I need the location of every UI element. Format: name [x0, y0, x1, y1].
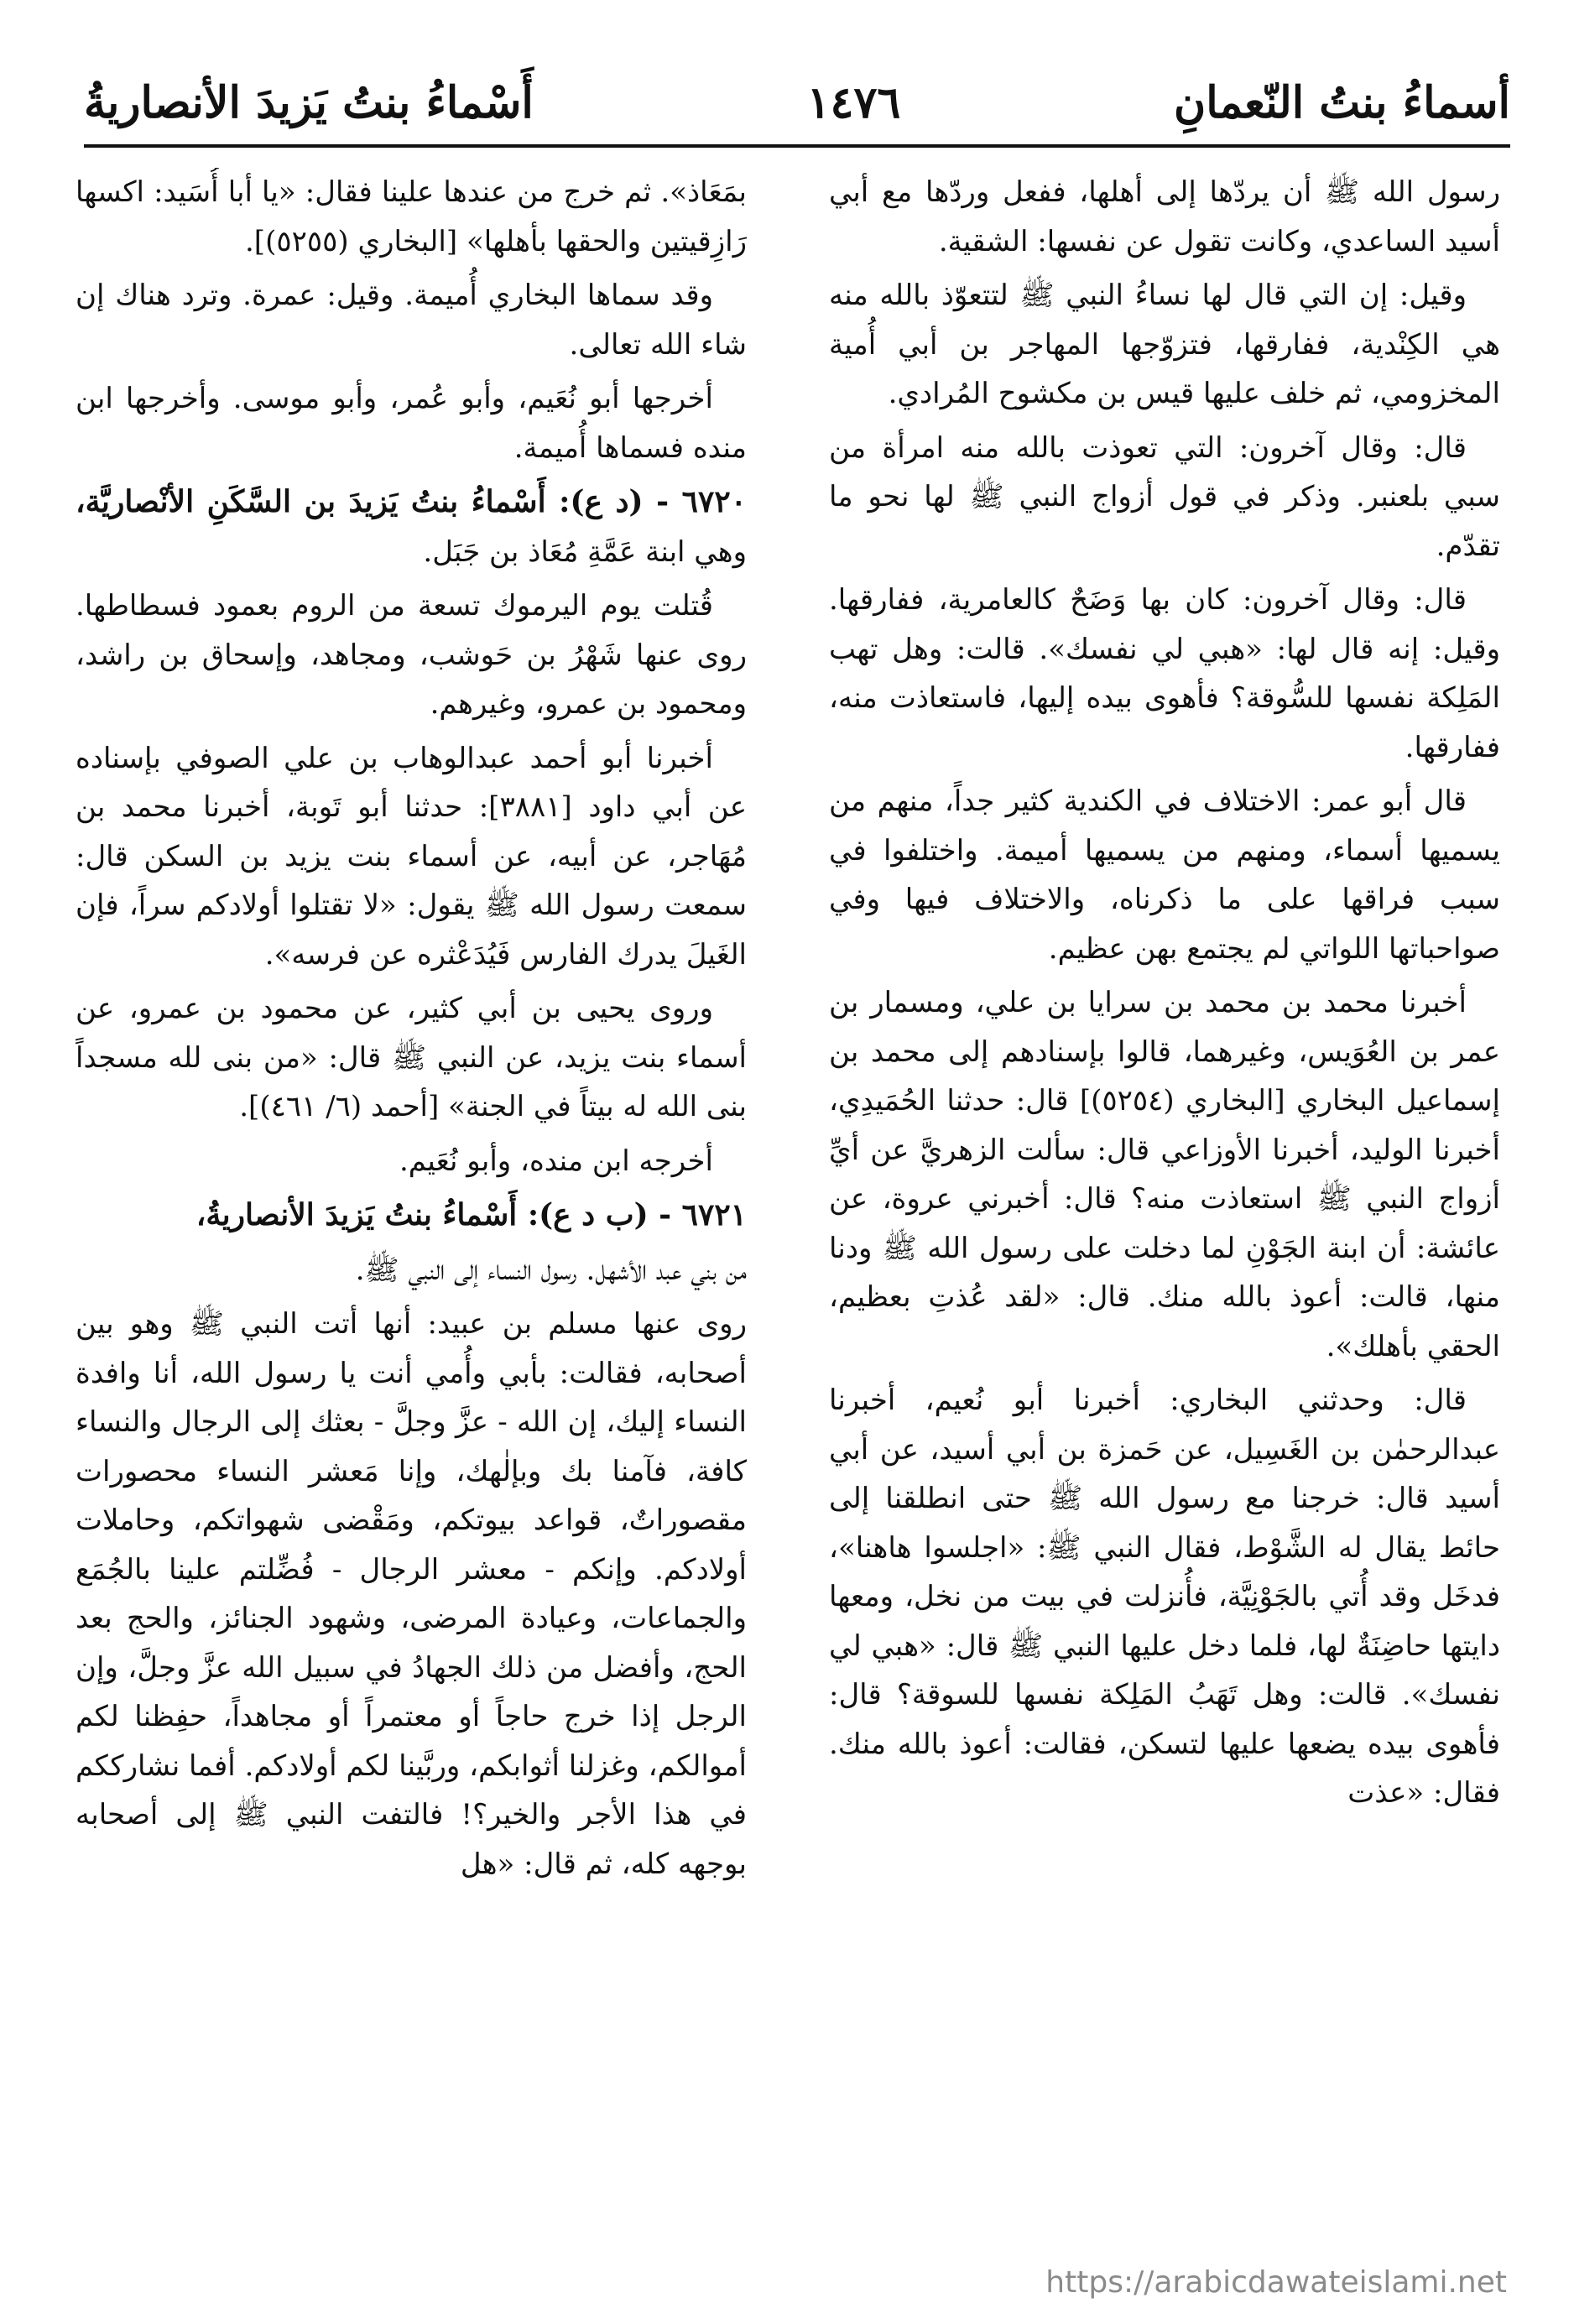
- entry-heading: ٦٧٢١ - (ب د ع): أَسْماءُ بنتُ يَزيدَ الأنصاريةُ،: [195, 1197, 747, 1232]
- paragraph: بمَعَاذ». ثم خرج من عندها علينا فقال: «يا أبا أُسَيد: اكسها رَازِقيتين والحقها بأهلها» [البخاري (٥٢٥٥)].: [76, 175, 747, 258]
- paragraph: قال: وحدثني البخاري: أخبرنا أبو نُعيم، أخبرنا عبدالرحمٰن بن الغَسِيل، عن حَمزة بن أبي أسيد، عن أبي أسيد قال: خرجنا مع رسول الله ﷺ حتى انطلقنا إلى حائط يقال له الشَّوْط، فقال النبي ﷺ: «اجلسوا هاهنا»، فدخَل وقد أُتي بالجَوْنِيَّة، فأُنزلت في بيت من نخل، ومعها دايتها حاضِنَةٌ لها، فلما دخل عليها النبي ﷺ قال: «هبي لي نفسك». قالت: وهل تَهَبُ المَلِكة نفسها للسوقة؟ قال: فأهوى بيده يضعها عليها لتسكن، فقالت: أعوذ بالله منك. فقال: «عذت: [829, 1383, 1500, 1810]
- paragraph: قال: وقال آخرون: كان بها وَضَحٌ كالعامرية، ففارقها. وقيل: إنه قال لها: «هبي لي نفسك». قالت: وهل تهب المَلِكة نفسها للسُّوقة؟ فأهوى بيده إليها، فاستعاذت منه، ففارقها.: [829, 583, 1500, 764]
- entry-heading: ٦٧٢٠ - (د ع): أَسْماءُ بنتُ يَزيدَ بن السَّكَنِ الأنْصاريَّة،: [76, 484, 747, 519]
- paragraph: من بني عبد الأشهل. رسول النساء إلى النبي ﷺ.: [355, 1253, 747, 1287]
- paragraph: قال: وقال آخرون: التي تعوذت بالله منه امرأة من سبي بلعنبر. وذكر في قول أزواج النبي ﷺ لها نحو ما تقدّم.: [829, 430, 1500, 563]
- paragraph: وروى يحيى بن أبي كثير، عن محمود بن عمرو، عن أسماء بنت يزيد، عن النبي ﷺ قال: «من بنى لله مسجداً بنى الله له بيتاً في الجنة» [أحمد (٦/ ٤٦١)].: [76, 992, 747, 1123]
- paragraph: أخرجها أبو نُعَيم، وأبو عُمر، وأبو موسى. وأخرجها ابن منده فسماها أُميمة.: [76, 382, 747, 465]
- paragraph: وقيل: إن التي قال لها نساءُ النبي ﷺ لتتعوّذ بالله منه هي الكِنْدية، ففارقها، فتزوّجها المهاجر بن أبي أُمية المخزومي، ثم خلف عليها قيس بن مكشوح المُرادي.: [829, 279, 1500, 410]
- paragraph: روى عنها مسلم بن عبيد: أنها أتت النبي ﷺ وهو بين أصحابه، فقالت: بأبي وأُمي أنت يا رسول الله، أنا وافدة النساء إليك، إن الله - عزَّ وجلَّ - بعثك إلى الرجال والنساء كافة، فآمنا بك وبإلٰهك، وإنا مَعشر النساء محصورات مقصوراتٌ، قواعد بيوتكم، ومَقْضى شهواتكم، وحاملات أولادكم. وإنكم - معشر الرجال - فُضِّلتم علينا بالجُمَع والجماعات، وعيادة المرضى، وشهود الجنائز، والحج بعد الحج، وأفضل من ذلك الجهادُ في سبيل الله عزَّ وجلَّ، وإن الرجل إذا خرج حاجاً أو معتمراً أو مجاهداً، حفِظنا لكم أموالكم، وغزلنا أثوابكم، وربَّينا لكم أولادكم. أفما نشارككم في هذا الأجر والخير؟! فالتفت النبي ﷺ إلى أصحابه بوجهه كله، ثم قال: «هل: [76, 1307, 747, 1881]
- header-right-title: أسماءُ بنتُ النّعمانِ: [1174, 76, 1510, 128]
- header-rule: [84, 144, 1510, 148]
- running-header: [84, 69, 1510, 136]
- entry-6721: [76, 1191, 747, 1241]
- left-column: [76, 168, 747, 2198]
- paragraph: أخرجه ابن منده، وأبو نُعَيم.: [399, 1144, 713, 1178]
- header-left-title: أَسْماءُ بنتُ يَزيدَ الأنصاريةُ: [84, 76, 534, 128]
- paragraph: أخبرنا محمد بن محمد بن سرايا بن علي، ومسمار بن عمر بن العُوَيس، وغيرهما، قالوا بإسنادهم إلى محمد بن إسماعيل البخاري [البخاري (٥٢٥٤)] قال: حدثنا الحُمَيدِي، أخبرنا الوليد، أخبرنا الأوزاعي قال: سألت الزهريَّ عن أيِّ أزواج النبي ﷺ استعاذت منه؟ قال: أخبرني عروة، عن عائشة: أن ابنة الجَوْنِ لما دخلت على رسول الله ﷺ ودنا منها، قالت: أعوذ بالله منك. قال: «لقد عُذتِ بعظيم، الحقي بأهلك».: [829, 986, 1500, 1363]
- paragraph: وقد سماها البخاري أُميمة. وقيل: عمرة. وترد هناك إن شاء الله تعالى.: [76, 279, 747, 362]
- paragraph: قال أبو عمر: الاختلاف في الكندية كثير جداً، منهم من يسميها أسماء، ومنهم من يسميها أميمة. واختلفوا في سبب فراقها على ما ذكرناه، والاختلاف فيها وفي صواحباتها اللواتي لم يجتمع بهن عظيم.: [829, 784, 1500, 966]
- watermark-url: https://arabicdawateislami.net: [1045, 2265, 1507, 2300]
- entry-body: وهي ابنة عَمَّةِ مُعَاذ بن جَبَل.: [423, 534, 747, 569]
- paragraph: أخبرنا أبو أحمد عبدالوهاب بن علي الصوفي بإسناده عن أبي داود [٣٨٨١]: حدثنا أبو تَوبة، أخبرنا محمد بن مُهَاجر، عن أبيه، عن أسماء بنت يزيد بن السكن قال: سمعت رسول الله ﷺ يقول: «لا تقتلوا أولادكم سراً، فإن الغَيلَ يدرك الفارس فَيُدَعْثره عن فرسه».: [76, 741, 747, 972]
- paragraph: رسول الله ﷺ أن يردّها إلى أهلها، ففعل وردّها مع أبي أسيد الساعدي، وكانت تقول عن نفسها: الشقية.: [829, 175, 1500, 258]
- right-column: [829, 168, 1500, 2198]
- entry-6720: [76, 477, 747, 576]
- paragraph: قُتلت يوم اليرموك تسعة من الروم بعمود فسطاطها. روى عنها شَهْرُ بن حَوشب، ومجاهد، وإسحاق بن راشد، ومحمود بن عمرو، وغيرهم.: [76, 589, 747, 721]
- page-number: ١٤٧٦: [806, 76, 901, 128]
